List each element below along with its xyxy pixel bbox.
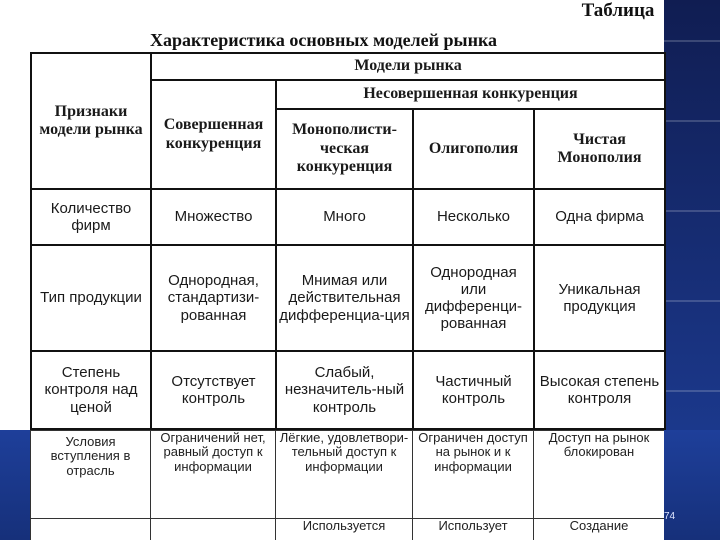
corner-header: Признаки модели рынка (31, 53, 151, 189)
table-cell: Мнимая или действительная дифференциа-ция (276, 245, 413, 351)
table-row (31, 519, 665, 540)
table-cell: Доступ на рынок блокирован (534, 431, 665, 519)
table-cell: Одна фирма (534, 189, 665, 245)
row-label-market-entry: Условия вступления в отрасль (31, 431, 151, 519)
column-header-perfect-competition: Совершенная конкуренция (151, 80, 276, 189)
column-header-pure-monopoly: Чистая Монополия (534, 109, 665, 189)
table-cell: Высокая степень контроля (534, 351, 665, 429)
table-cell: Однородная, стандартизи-рованная (151, 245, 276, 351)
table-cell: Несколько (413, 189, 534, 245)
table-cell: Отсутствует контроль (151, 351, 276, 429)
table-cell: Слабый, незначитель-ный контроль (276, 351, 413, 429)
column-header-oligopoly: Олигополия (413, 109, 534, 189)
table-cell: Используется (276, 519, 413, 540)
lower-table (30, 430, 664, 540)
document-title: Характеристика основных моделей рынка (150, 30, 498, 50)
overlapping-table-fragment (30, 430, 664, 540)
table-cell: Ограничений нет, равный доступ к информации (151, 431, 276, 519)
table-cell (151, 519, 276, 540)
table-cell: Частичный контроль (413, 351, 534, 429)
table-cell: Множество (151, 189, 276, 245)
imperfect-competition-header: Несовершенная конкуренция (276, 80, 665, 109)
market-models-table (30, 52, 666, 430)
table-cell: Уникальная продукция (534, 245, 665, 351)
table-cell: Однородная или дифференци-рованная (413, 245, 534, 351)
market-models-header: Модели рынка (151, 53, 665, 80)
table-cell: Создание (534, 519, 665, 540)
table-row (31, 431, 665, 519)
table-cell: Лёгкие, удовлетвори-тельный доступ к информации (276, 431, 413, 519)
table-row (31, 351, 665, 429)
page-number: 74 (664, 511, 676, 522)
row-label-number-of-firms: Количество фирм (31, 189, 151, 245)
row-label-product-type: Тип продукции (31, 245, 151, 351)
column-header-monopolistic-competition: Монополисти-ческая конкуренция (276, 109, 413, 189)
row-label-price-control: Степень контроля над ценой (31, 351, 151, 429)
table-cell: Ограничен доступ на рынок и к информации (413, 431, 534, 519)
table-cell (31, 519, 151, 540)
table-cell: Много (276, 189, 413, 245)
table-row (31, 189, 665, 245)
table-caption: Таблица (581, 0, 655, 21)
table-cell: Использует (413, 519, 534, 540)
table-row (31, 245, 665, 351)
